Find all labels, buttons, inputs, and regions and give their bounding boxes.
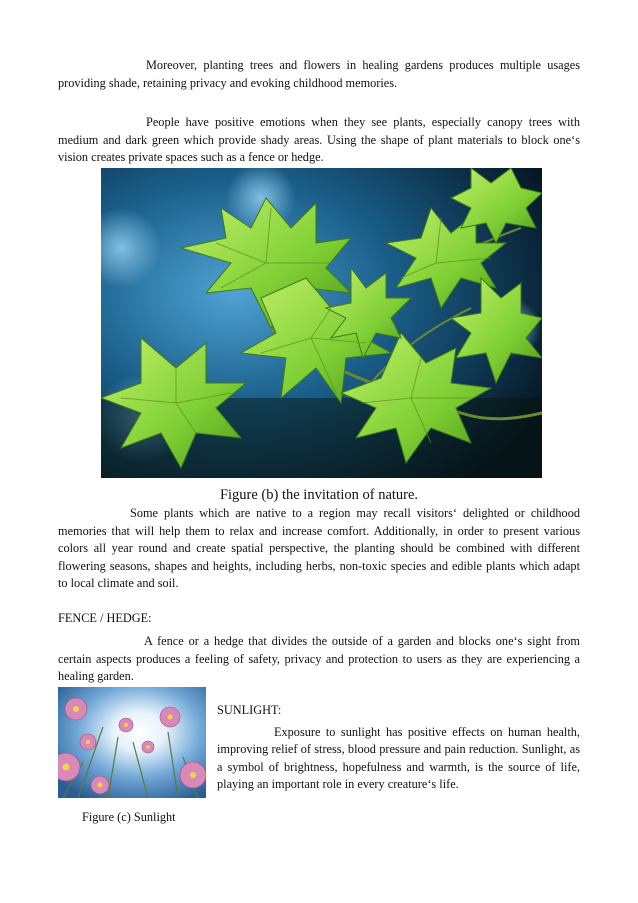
sunlight-section — [217, 702, 580, 794]
paragraph-positive-emotions: People have positive emotions when they see plants, especially canopy trees with medium and dark green which provide shady areas. Using the shape of plant materials to block one‘s vision creates private spaces such as a fence or hedge. — [58, 115, 580, 165]
figure-c-sunlight-image — [58, 687, 206, 798]
paragraph-planting-usages: Moreover, planting trees and flowers in healing gardens produces multiple usages providing shade, retaining privacy and evoking childhood memories. — [58, 58, 580, 90]
paragraph-native-plants: Some plants which are native to a region may recall visitors‘ delighted or childhood memories that will help them to relax and increase comfort. Additionally, in order to present various colors all year round and create spatial perspective, the planting should be combined with different flowering seasons, shapes and heights, including herbs, non-toxic species and edible plants which adapt to local climate and soil. — [58, 506, 580, 591]
paragraph-fence-hedge: A fence or a hedge that divides the outside of a garden and blocks one‘s sight from certain aspects produces a feeling of safety, privacy and protection to users as they are experiencing a healing garden. — [58, 634, 580, 684]
sunlight-heading: SUNLIGHT: — [217, 703, 282, 717]
figure-c-caption: Figure (c) Sunlight — [82, 810, 176, 824]
figure-b-caption: Figure (b) the invitation of nature. — [219, 487, 419, 503]
fence-hedge-heading: FENCE / HEDGE: — [58, 611, 152, 625]
figure-b-leaves-image — [101, 168, 542, 478]
paragraph-sunlight: Exposure to sunlight has positive effects on human health, improving relief of stress, blood pressure and pain reduction. Sunlight, as a symbol of brightness, hopefulness and warmth, is the source of life, playing an important role in every creature‘s life. — [217, 724, 580, 792]
